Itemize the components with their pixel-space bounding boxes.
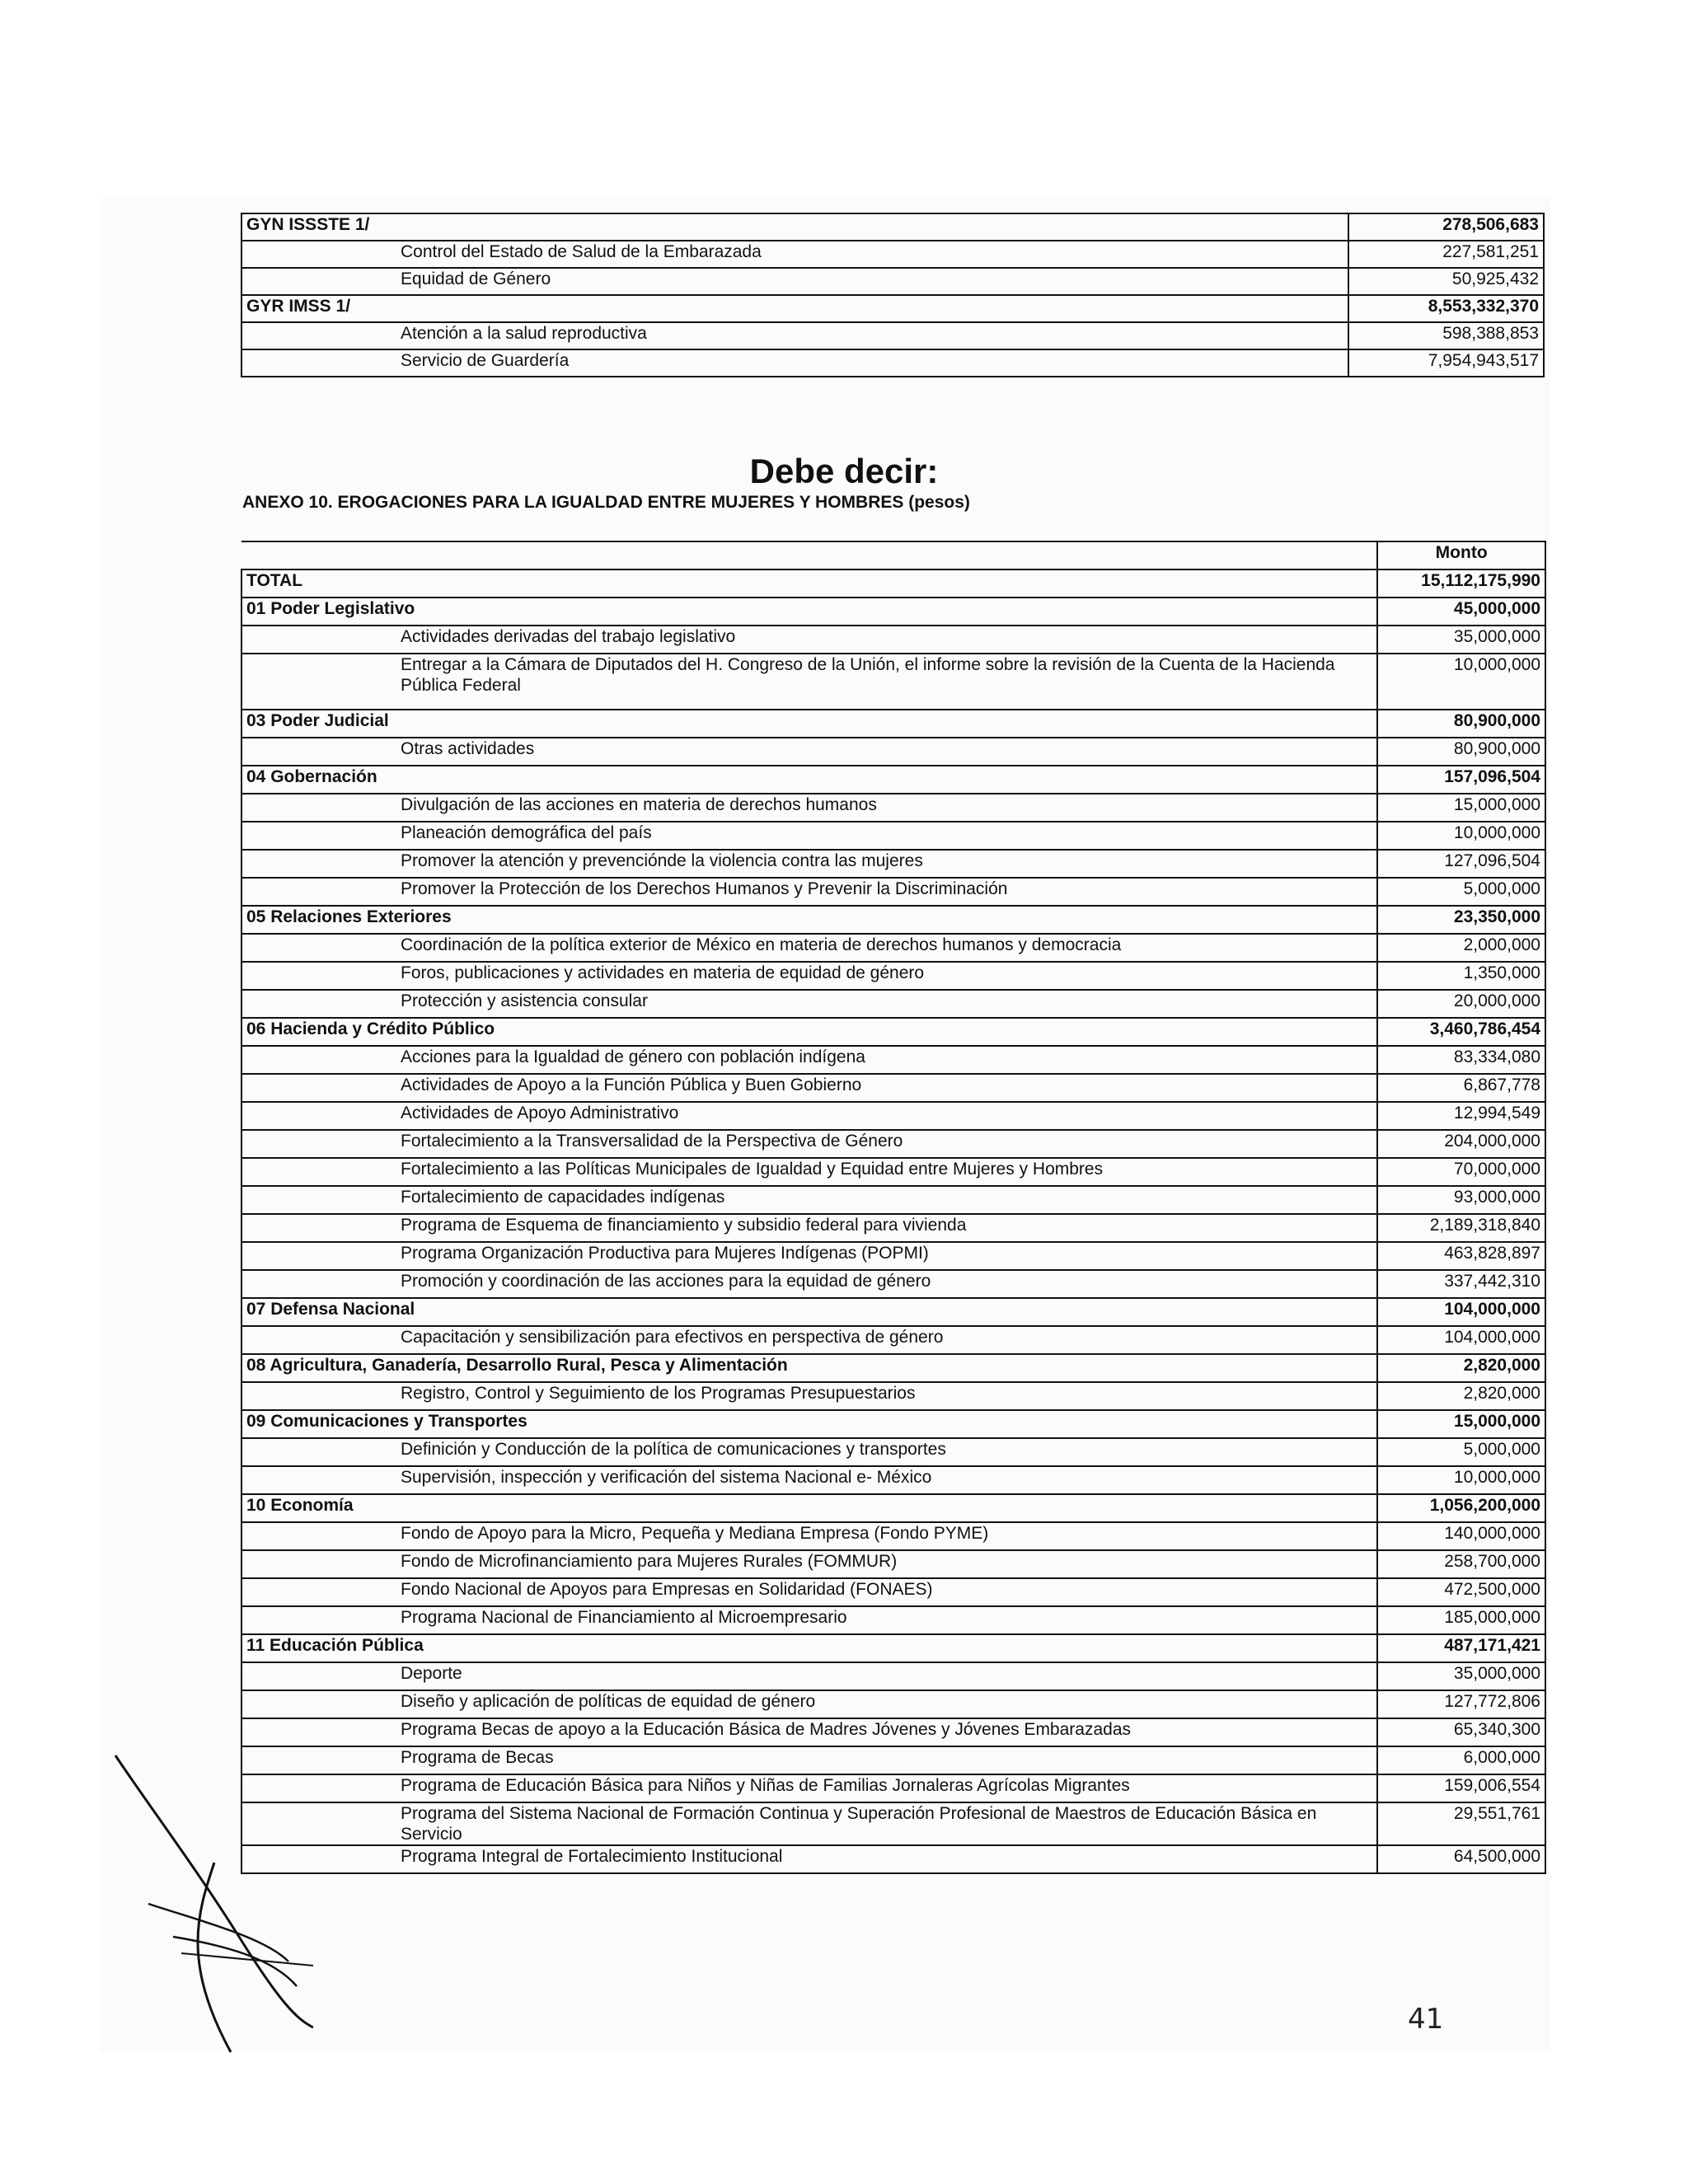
total-row [241,569,1545,598]
row-label: GYR IMSS 1/ [241,295,1348,322]
group-row [241,598,1545,626]
table-row [241,794,1545,822]
row-amount: 15,000,000 [1377,794,1545,822]
table-row [241,1606,1545,1634]
row-label: Fortalecimiento de capacidades indígenas [241,1186,1377,1214]
row-amount: 93,000,000 [1377,1186,1545,1214]
table-row [241,1746,1545,1774]
row-label: Programa de Becas [241,1746,1377,1774]
group-row [241,1410,1545,1438]
row-label: Promover la atención y prevenciónde la violencia contra las mujeres [241,850,1377,878]
row-amount: 472,500,000 [1377,1578,1545,1606]
row-label: 08 Agricultura, Ganadería, Desarrollo Rural, Pesca y Alimentación [241,1354,1377,1382]
row-amount: 227,581,251 [1348,241,1544,268]
group-row [241,1298,1545,1326]
row-amount: 70,000,000 [1377,1158,1545,1186]
table-row [241,1845,1545,1873]
table-row [241,878,1545,906]
row-amount: 6,000,000 [1377,1746,1545,1774]
row-amount: 20,000,000 [1377,990,1545,1018]
correction-heading: Debe decir: [749,452,939,490]
table-row [241,934,1545,962]
row-amount: 127,096,504 [1377,850,1545,878]
row-label: Programa Nacional de Financiamiento al Microempresario [241,1606,1377,1634]
row-amount: 10,000,000 [1377,1466,1545,1494]
row-label: Fondo Nacional de Apoyos para Empresas en Solidaridad (FONAES) [241,1578,1377,1606]
table-row [241,349,1544,377]
annex-budget-table [241,541,1546,1874]
row-label: 09 Comunicaciones y Transportes [241,1410,1377,1438]
row-amount: 12,994,549 [1377,1102,1545,1130]
row-amount: 5,000,000 [1377,1438,1545,1466]
previous-budget-table [241,213,1545,377]
group-row [241,295,1544,322]
group-row [241,1018,1545,1046]
handwritten-signature [99,1747,313,2060]
header-empty-cell [241,541,1377,569]
table-row [241,1718,1545,1746]
page-number: 41 [1408,2003,1444,2036]
row-amount: 104,000,000 [1377,1298,1545,1326]
table-row [241,738,1545,766]
row-amount: 23,350,000 [1377,906,1545,934]
row-amount: 3,460,786,454 [1377,1018,1545,1046]
table-row [241,1326,1545,1354]
row-label: Programa Organización Productiva para Mujeres Indígenas (POPMI) [241,1242,1377,1270]
table-row [241,1214,1545,1242]
row-amount: 204,000,000 [1377,1130,1545,1158]
table-row [241,1270,1545,1298]
row-amount: 83,334,080 [1377,1046,1545,1074]
row-label: Servicio de Guardería [241,349,1348,377]
table-row [241,1074,1545,1102]
row-label: 10 Economía [241,1494,1377,1522]
row-amount: 1,350,000 [1377,962,1545,990]
row-label: Acciones para la Igualdad de género con población indígena [241,1046,1377,1074]
row-label: Fortalecimiento a las Políticas Municipales de Igualdad y Equidad entre Mujeres y Hombres [241,1158,1377,1186]
table-row [241,962,1545,990]
row-label: Atención a la salud reproductiva [241,322,1348,349]
row-amount: 6,867,778 [1377,1074,1545,1102]
group-row [241,213,1544,241]
row-label: Fortalecimiento a la Transversalidad de la Perspectiva de Género [241,1130,1377,1158]
row-amount: 45,000,000 [1377,598,1545,626]
table-row [241,1466,1545,1494]
table-row [241,626,1545,654]
row-label: Registro, Control y Seguimiento de los Programas Presupuestarios [241,1382,1377,1410]
row-label: Promoción y coordinación de las acciones para la equidad de género [241,1270,1377,1298]
group-row [241,906,1545,934]
table-row [241,1130,1545,1158]
row-amount: 127,772,806 [1377,1690,1545,1718]
row-amount: 2,189,318,840 [1377,1214,1545,1242]
row-amount: 5,000,000 [1377,878,1545,906]
row-label: Planeación demográfica del país [241,822,1377,850]
row-amount: 15,000,000 [1377,1410,1545,1438]
table-row [241,268,1544,295]
row-amount: 598,388,853 [1348,322,1544,349]
table-row [241,1102,1545,1130]
table-row [241,241,1544,268]
table-row [241,1186,1545,1214]
row-amount: 2,000,000 [1377,934,1545,962]
row-label: 11 Educación Pública [241,1634,1377,1662]
row-label: Actividades de Apoyo a la Función Pública y Buen Gobierno [241,1074,1377,1102]
row-label: Diseño y aplicación de políticas de equidad de género [241,1690,1377,1718]
group-row [241,766,1545,794]
row-amount: 15,112,175,990 [1377,569,1545,598]
row-label: Definición y Conducción de la política de comunicaciones y transportes [241,1438,1377,1466]
table-row [241,1802,1545,1845]
table-row [241,1158,1545,1186]
row-label: 04 Gobernación [241,766,1377,794]
table-row [241,1550,1545,1578]
group-row [241,1354,1545,1382]
row-amount: 35,000,000 [1377,1662,1545,1690]
row-label: Coordinación de la política exterior de México en materia de derechos humanos y democracia [241,934,1377,962]
row-label: Capacitación y sensibilización para efectivos en perspectiva de género [241,1326,1377,1354]
row-label: Divulgación de las acciones en materia de derechos humanos [241,794,1377,822]
row-label: Actividades de Apoyo Administrativo [241,1102,1377,1130]
row-amount: 140,000,000 [1377,1522,1545,1550]
row-amount: 64,500,000 [1377,1845,1545,1873]
row-label: TOTAL [241,569,1377,598]
group-row [241,710,1545,738]
row-amount: 157,096,504 [1377,766,1545,794]
row-amount: 2,820,000 [1377,1382,1545,1410]
table-row [241,322,1544,349]
row-label: Fondo de Apoyo para la Micro, Pequeña y Mediana Empresa (Fondo PYME) [241,1522,1377,1550]
row-label: Programa de Esquema de financiamiento y subsidio federal para vivienda [241,1214,1377,1242]
table-row [241,850,1545,878]
row-label: GYN ISSSTE 1/ [241,213,1348,241]
row-label: 05 Relaciones Exteriores [241,906,1377,934]
row-label: Control del Estado de Salud de la Embarazada [241,241,1348,268]
annex-title: ANEXO 10. EROGACIONES PARA LA IGUALDAD ENTRE MUJERES Y HOMBRES (pesos) [242,493,970,512]
row-label: Foros, publicaciones y actividades en materia de equidad de género [241,962,1377,990]
table-row [241,654,1545,710]
row-label: Programa Integral de Fortalecimiento Institucional [241,1845,1377,1873]
row-label: 01 Poder Legislativo [241,598,1377,626]
row-label: Fondo de Microfinanciamiento para Mujeres Rurales (FOMMUR) [241,1550,1377,1578]
row-amount: 159,006,554 [1377,1774,1545,1802]
row-label: 07 Defensa Nacional [241,1298,1377,1326]
row-label: Programa de Educación Básica para Niños y Niñas de Familias Jornaleras Agrícolas Migrantes [241,1774,1377,1802]
table-row [241,1438,1545,1466]
row-amount: 463,828,897 [1377,1242,1545,1270]
table-row [241,1046,1545,1074]
row-label: Deporte [241,1662,1377,1690]
group-row [241,1634,1545,1662]
row-amount: 104,000,000 [1377,1326,1545,1354]
table-header-row [241,541,1545,569]
row-amount: 35,000,000 [1377,626,1545,654]
row-amount: 65,340,300 [1377,1718,1545,1746]
row-label: 03 Poder Judicial [241,710,1377,738]
row-amount: 29,551,761 [1377,1802,1545,1845]
table-row [241,1774,1545,1802]
annex-budget-table-body [241,541,1545,1873]
row-amount: 80,900,000 [1377,738,1545,766]
row-amount: 487,171,421 [1377,1634,1545,1662]
row-amount: 8,553,332,370 [1348,295,1544,322]
previous-budget-table-body [241,213,1544,377]
row-label: Programa del Sistema Nacional de Formación Continua y Superación Profesional de Maestros de Educación Básica en Servicio [241,1802,1377,1845]
row-amount: 10,000,000 [1377,654,1545,710]
table-row [241,1242,1545,1270]
row-amount: 10,000,000 [1377,822,1545,850]
table-row [241,822,1545,850]
row-label: Actividades derivadas del trabajo legislativo [241,626,1377,654]
row-label: Protección y asistencia consular [241,990,1377,1018]
table-row [241,990,1545,1018]
row-amount: 185,000,000 [1377,1606,1545,1634]
row-amount: 50,925,432 [1348,268,1544,295]
table-row [241,1662,1545,1690]
row-amount: 7,954,943,517 [1348,349,1544,377]
row-label: Otras actividades [241,738,1377,766]
row-label: Supervisión, inspección y verificación del sistema Nacional e- México [241,1466,1377,1494]
column-header-monto: Monto [1377,541,1545,569]
row-amount: 1,056,200,000 [1377,1494,1545,1522]
row-amount: 337,442,310 [1377,1270,1545,1298]
table-row [241,1690,1545,1718]
table-row [241,1578,1545,1606]
group-row [241,1494,1545,1522]
row-amount: 2,820,000 [1377,1354,1545,1382]
row-label: Promover la Protección de los Derechos Humanos y Prevenir la Discriminación [241,878,1377,906]
table-row [241,1522,1545,1550]
row-amount: 80,900,000 [1377,710,1545,738]
row-label: Equidad de Género [241,268,1348,295]
row-label: Entregar a la Cámara de Diputados del H. Congreso de la Unión, el informe sobre la revisión de la Cuenta de la Hacienda Pública Federal [241,654,1377,710]
row-amount: 258,700,000 [1377,1550,1545,1578]
row-label: 06 Hacienda y Crédito Público [241,1018,1377,1046]
row-amount: 278,506,683 [1348,213,1544,241]
row-label: Programa Becas de apoyo a la Educación Básica de Madres Jóvenes y Jóvenes Embarazadas [241,1718,1377,1746]
table-row [241,1382,1545,1410]
